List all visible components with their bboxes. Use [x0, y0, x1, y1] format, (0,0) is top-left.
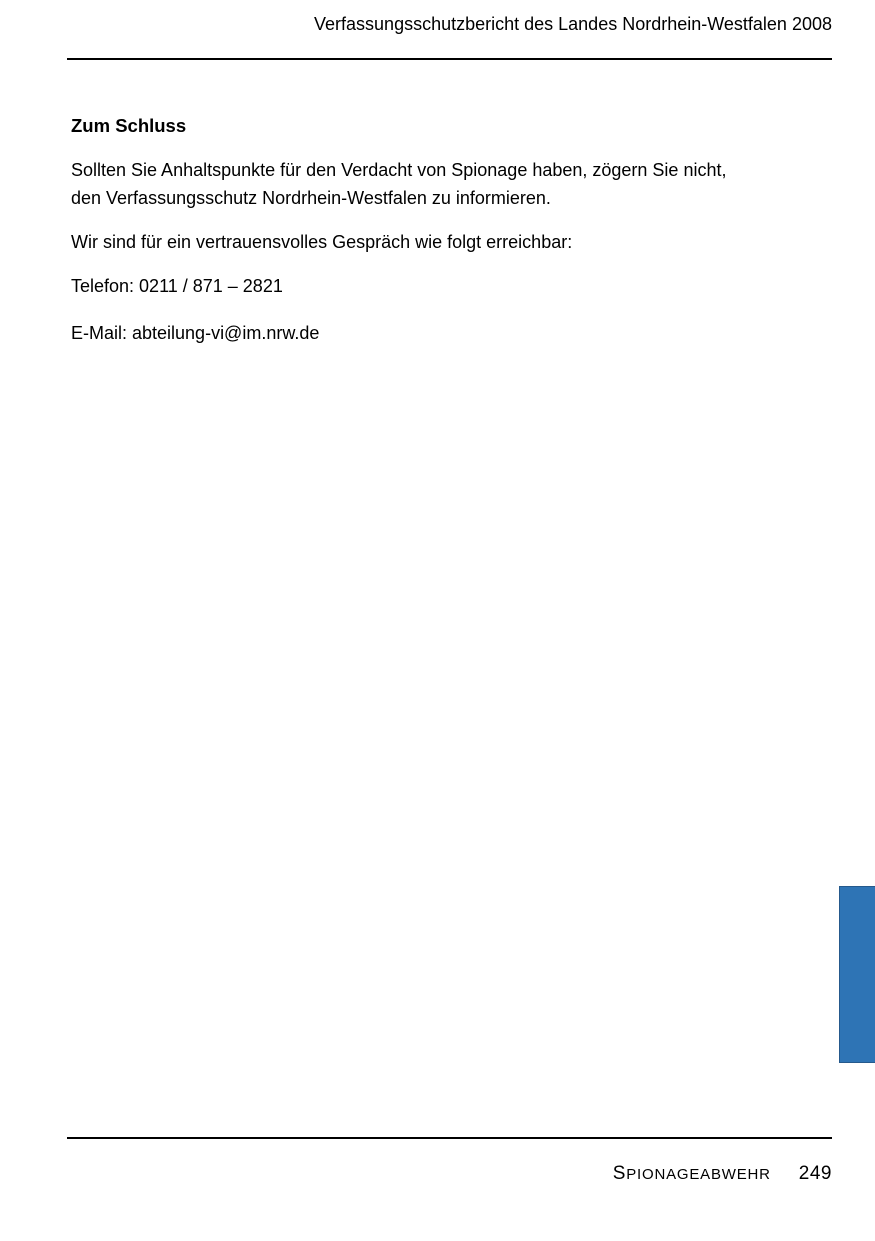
footer-divider-rule: [67, 1137, 832, 1139]
footer-section-initial: S: [612, 1163, 627, 1184]
running-header-title: Verfassungsschutzbericht des Landes Nordrhein-Westfalen 2008: [314, 14, 832, 34]
page-footer: [69, 1163, 832, 1185]
phone-line: Telefon: 0211 / 871 – 2821: [71, 276, 283, 296]
section-heading: Zum Schluss: [71, 115, 187, 136]
footer-section-rest: PIONAGEABWEHR: [626, 1166, 771, 1183]
footer-section-label: [612, 1163, 771, 1184]
email-line: E-Mail: abteilung-vi@im.nrw.de: [71, 323, 320, 343]
header-divider-rule: [67, 58, 832, 60]
chapter-edge-tab: [839, 886, 875, 1063]
paragraph-line: den Verfassungsschutz Nordrhein-Westfalen zu informieren.: [71, 188, 551, 208]
page-number: 249: [798, 1163, 832, 1184]
paragraph-line: Sollten Sie Anhaltspunkte für den Verdacht von Spionage haben, zögern Sie nicht,: [71, 160, 727, 180]
paragraph-kontakt-intro: Wir sind für ein vertrauensvolles Gespräch wie folgt erreichbar:: [71, 232, 573, 252]
paragraph-spionage-hinweis: [71, 156, 839, 212]
